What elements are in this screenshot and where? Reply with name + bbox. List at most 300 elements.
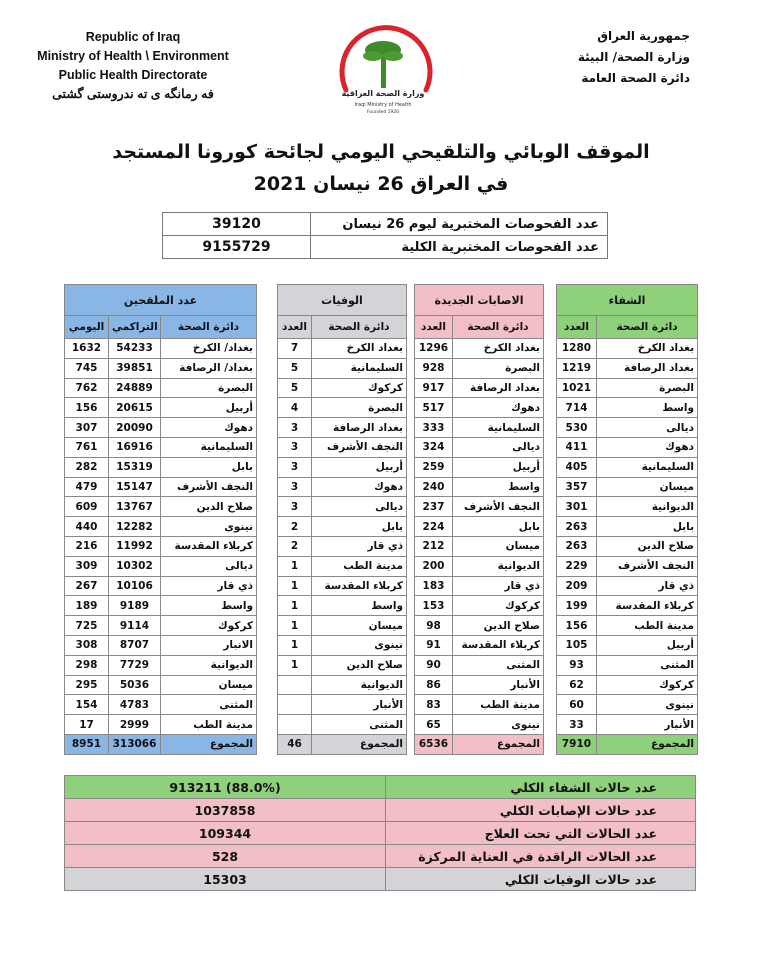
table-row <box>65 477 257 497</box>
daily-cell: 267 <box>65 576 109 596</box>
count-cell: 156 <box>557 616 597 636</box>
ministry-logo <box>326 12 442 122</box>
summary-label: عدد حالات الشفاء الكلي <box>386 776 696 799</box>
table-row <box>415 457 544 477</box>
table-row <box>65 655 257 675</box>
count-cell: 3 <box>278 477 312 497</box>
count-cell: 263 <box>557 517 597 537</box>
cumulative-cell: 5036 <box>109 675 161 695</box>
table-row <box>65 635 257 655</box>
count-cell: 200 <box>415 556 453 576</box>
directorate-cell: واسط <box>312 596 407 616</box>
directorate-cell: السليمانية <box>453 418 544 438</box>
count-cell: 83 <box>415 695 453 715</box>
table-row <box>415 655 544 675</box>
table-row <box>415 437 544 457</box>
count-cell: 5 <box>278 378 312 398</box>
count-cell: 2 <box>278 536 312 556</box>
directorate-cell: أربيل <box>453 457 544 477</box>
directorate-cell: المثنى <box>597 655 698 675</box>
col-directorate-header: دائرة الصحة <box>312 316 407 339</box>
count-cell: 98 <box>415 616 453 636</box>
directorate-cell: دهوك <box>597 437 698 457</box>
directorate-cell: المثنى <box>161 695 257 715</box>
table-row <box>415 616 544 636</box>
directorate-cell: ميسان <box>312 616 407 636</box>
total-tests-row <box>163 236 608 259</box>
directorate-cell: بابل <box>312 517 407 537</box>
table-row <box>278 675 407 695</box>
table-row <box>65 437 257 457</box>
daily-cell: 479 <box>65 477 109 497</box>
table-row <box>278 695 407 715</box>
daily-cell: 154 <box>65 695 109 715</box>
daily-cell: 298 <box>65 655 109 675</box>
count-cell: 33 <box>557 715 597 735</box>
total-tests-label: عدد الفحوصات المختبرية الكلية <box>311 236 608 259</box>
table-row <box>557 497 698 517</box>
count-cell: 199 <box>557 596 597 616</box>
directorate-cell: ميسان <box>161 675 257 695</box>
table-row <box>278 398 407 418</box>
directorate-cell: ذي قار <box>161 576 257 596</box>
recovered-title: الشفاء <box>557 285 698 316</box>
cumulative-cell: 8707 <box>109 635 161 655</box>
summary-label: عدد الحالات التي تحت العلاج <box>386 822 696 845</box>
palm-logo-icon <box>326 12 442 122</box>
table-row <box>278 517 407 537</box>
cumulative-cell: 20090 <box>109 418 161 438</box>
table-row <box>557 635 698 655</box>
table-row <box>415 675 544 695</box>
directorate-cell: بغداد الكرخ <box>597 339 698 359</box>
count-cell: 263 <box>557 536 597 556</box>
table-row <box>415 635 544 655</box>
table-row <box>65 398 257 418</box>
summary-value: 913211 (88.0%) <box>65 776 386 799</box>
deaths-title: الوفيات <box>278 285 407 316</box>
header-en-line: Public Health Directorate <box>58 68 208 82</box>
col-daily-header: اليومي <box>65 316 109 339</box>
directorate-cell: واسط <box>453 477 544 497</box>
directorate-cell: البصرة <box>161 378 257 398</box>
table-row <box>65 418 257 438</box>
recovered-total: 7910 <box>557 734 597 754</box>
summary-label: عدد الحالات الراقدة في العناية المركزة <box>386 845 696 868</box>
directorate-cell: مدينة الطب <box>312 556 407 576</box>
table-row <box>278 339 407 359</box>
table-row <box>278 477 407 497</box>
summary-value: 109344 <box>65 822 386 845</box>
count-cell: 237 <box>415 497 453 517</box>
directorate-cell: كربلاء المقدسة <box>453 635 544 655</box>
table-row <box>65 556 257 576</box>
directorate-cell: بغداد الرصافة <box>453 378 544 398</box>
count-cell <box>278 715 312 735</box>
col-directorate-header: دائرة الصحة <box>453 316 544 339</box>
header-en-line: Ministry of Health \ Environment <box>37 49 229 63</box>
logo-english-text: Iraqi Ministry of Health <box>354 102 412 108</box>
directorate-cell: صلاح الدين <box>453 616 544 636</box>
table-row <box>278 635 407 655</box>
table-row <box>65 339 257 359</box>
daily-cell: 761 <box>65 437 109 457</box>
lab-tests-table <box>162 212 608 259</box>
count-cell: 90 <box>415 655 453 675</box>
table-row <box>278 457 407 477</box>
summary-value: 528 <box>65 845 386 868</box>
count-cell <box>278 695 312 715</box>
logo-arabic-text: وزارة الصحة العراقية <box>341 89 425 98</box>
directorate-cell: ذي قار <box>453 576 544 596</box>
cumulative-cell: 15319 <box>109 457 161 477</box>
table-row <box>557 437 698 457</box>
table-row <box>278 556 407 576</box>
count-cell: 65 <box>415 715 453 735</box>
vaccinated-title: عدد الملقحين <box>65 285 257 316</box>
directorate-cell: نينوى <box>453 715 544 735</box>
count-cell: 212 <box>415 536 453 556</box>
table-row <box>65 576 257 596</box>
directorate-cell: بغداد الرصافة <box>597 358 698 378</box>
directorate-cell: مدينة الطب <box>161 715 257 735</box>
summary-value: 1037858 <box>65 799 386 822</box>
table-row <box>415 536 544 556</box>
table-row <box>415 378 544 398</box>
count-cell: 928 <box>415 358 453 378</box>
daily-cell: 17 <box>65 715 109 735</box>
count-cell: 1021 <box>557 378 597 398</box>
cumulative-cell: 54233 <box>109 339 161 359</box>
count-cell: 3 <box>278 497 312 517</box>
count-cell: 4 <box>278 398 312 418</box>
header-en-line: Republic of Iraq <box>85 30 181 44</box>
count-cell: 209 <box>557 576 597 596</box>
count-cell: 1 <box>278 616 312 636</box>
count-cell: 301 <box>557 497 597 517</box>
directorate-cell: بغداد الرصافة <box>312 418 407 438</box>
directorate-cell: الديوانية <box>312 675 407 695</box>
cumulative-cell: 11992 <box>109 536 161 556</box>
count-cell: 93 <box>557 655 597 675</box>
table-row <box>415 596 544 616</box>
count-cell: 1 <box>278 596 312 616</box>
summary-label: عدد حالات الإصابات الكلي <box>386 799 696 822</box>
directorate-cell: صلاح الدين <box>161 497 257 517</box>
new-cases-title: الاصابات الجديدة <box>415 285 544 316</box>
count-cell: 1296 <box>415 339 453 359</box>
directorate-cell: كركوك <box>597 675 698 695</box>
total-tests-value: 9155729 <box>163 236 311 259</box>
table-row <box>278 616 407 636</box>
directorate-cell: النجف الأشرف <box>597 556 698 576</box>
count-cell: 2 <box>278 517 312 537</box>
directorate-cell: بغداد/ الرصافة <box>161 358 257 378</box>
summary-row <box>65 868 696 891</box>
summary-table <box>64 775 696 891</box>
daily-cell: 156 <box>65 398 109 418</box>
directorate-cell: بغداد الكرخ <box>453 339 544 359</box>
table-row <box>415 497 544 517</box>
vaccinated-table <box>64 284 257 755</box>
directorate-cell: البصرة <box>312 398 407 418</box>
directorate-cell: دهوك <box>161 418 257 438</box>
cumulative-cell: 20615 <box>109 398 161 418</box>
count-cell: 1 <box>278 655 312 675</box>
cumulative-cell: 12282 <box>109 517 161 537</box>
directorate-cell: ديالى <box>161 556 257 576</box>
header-ar-line: جمهورية العراق <box>597 29 690 43</box>
table-row <box>557 457 698 477</box>
directorate-cell: السليمانية <box>161 437 257 457</box>
title-line-2: في العراق 26 نيسان 2021 <box>253 173 509 195</box>
logo-founded-text: Founded 1920 <box>366 110 400 115</box>
count-cell: 1219 <box>557 358 597 378</box>
report-title <box>60 136 702 200</box>
table-row <box>278 497 407 517</box>
directorate-cell: كركوك <box>312 378 407 398</box>
directorate-cell: كركوك <box>453 596 544 616</box>
new-cases-table <box>414 284 544 755</box>
col-cumulative-header: التراكمي <box>109 316 161 339</box>
deaths-total: 46 <box>278 734 312 754</box>
daily-cell: 609 <box>65 497 109 517</box>
count-cell: 917 <box>415 378 453 398</box>
directorate-cell: أربيل <box>161 398 257 418</box>
directorate-cell: النجف الأشرف <box>161 477 257 497</box>
count-cell <box>278 675 312 695</box>
table-row <box>415 358 544 378</box>
cumulative-cell: 24889 <box>109 378 161 398</box>
count-cell: 1 <box>278 635 312 655</box>
table-row <box>65 378 257 398</box>
count-cell: 1280 <box>557 339 597 359</box>
directorate-cell: ديالى <box>453 437 544 457</box>
daily-cell: 216 <box>65 536 109 556</box>
count-cell: 153 <box>415 596 453 616</box>
col-count-header: العدد <box>415 316 453 339</box>
directorate-cell: نينوى <box>597 695 698 715</box>
cumulative-cell: 2999 <box>109 715 161 735</box>
table-row <box>415 339 544 359</box>
directorate-cell: بابل <box>453 517 544 537</box>
count-cell: 5 <box>278 358 312 378</box>
cumulative-cell: 10302 <box>109 556 161 576</box>
summary-row <box>65 799 696 822</box>
directorate-cell: صلاح الدين <box>312 655 407 675</box>
table-row <box>557 655 698 675</box>
recovered-total-label: المجموع <box>597 734 698 754</box>
table-row <box>557 695 698 715</box>
table-row <box>415 695 544 715</box>
cumulative-cell: 9189 <box>109 596 161 616</box>
count-cell: 405 <box>557 457 597 477</box>
count-cell: 530 <box>557 418 597 438</box>
cumulative-cell: 10106 <box>109 576 161 596</box>
count-cell: 357 <box>557 477 597 497</box>
deaths-table <box>277 284 407 755</box>
table-row <box>65 497 257 517</box>
directorate-cell: الأنبار <box>597 715 698 735</box>
daily-tests-value: 39120 <box>163 213 311 236</box>
directorate-cell: أربيل <box>312 457 407 477</box>
count-cell: 3 <box>278 437 312 457</box>
table-row <box>415 517 544 537</box>
count-cell: 517 <box>415 398 453 418</box>
count-cell: 240 <box>415 477 453 497</box>
directorate-cell: السليمانية <box>597 457 698 477</box>
table-row <box>278 358 407 378</box>
header-en-line: فه رمانگه ى ته ندروستى گشتى <box>52 87 214 101</box>
directorate-cell: السليمانية <box>312 358 407 378</box>
table-row <box>557 675 698 695</box>
daily-cell: 1632 <box>65 339 109 359</box>
count-cell: 183 <box>415 576 453 596</box>
table-row <box>65 358 257 378</box>
summary-row <box>65 776 696 799</box>
directorate-cell: أربيل <box>597 635 698 655</box>
col-count-header: العدد <box>278 316 312 339</box>
directorate-cell: النجف الأشرف <box>453 497 544 517</box>
table-row <box>415 576 544 596</box>
directorate-cell: بغداد الكرخ <box>312 339 407 359</box>
count-cell: 1 <box>278 576 312 596</box>
table-row <box>557 378 698 398</box>
table-row <box>557 616 698 636</box>
table-row <box>65 675 257 695</box>
directorate-cell: الانبار <box>161 635 257 655</box>
directorate-cell: نينوى <box>312 635 407 655</box>
daily-cell: 745 <box>65 358 109 378</box>
count-cell: 714 <box>557 398 597 418</box>
directorate-cell: الديوانية <box>597 497 698 517</box>
count-cell: 324 <box>415 437 453 457</box>
vaccinated-total-daily: 8951 <box>65 734 109 754</box>
new-cases-total-label: المجموع <box>453 734 544 754</box>
daily-cell: 762 <box>65 378 109 398</box>
summary-row <box>65 822 696 845</box>
title-line-1: الموقف الوبائي والتلقيحي اليومي لجائحة كورونا المستجد <box>112 141 650 163</box>
table-row <box>557 576 698 596</box>
directorate-cell: ديالى <box>312 497 407 517</box>
directorate-cell: البصرة <box>453 358 544 378</box>
directorate-cell: الديوانية <box>161 655 257 675</box>
header-arabic <box>490 26 690 89</box>
col-directorate-header: دائرة الصحة <box>161 316 257 339</box>
daily-cell: 189 <box>65 596 109 616</box>
count-cell: 224 <box>415 517 453 537</box>
table-row <box>278 437 407 457</box>
daily-cell: 440 <box>65 517 109 537</box>
count-cell: 259 <box>415 457 453 477</box>
cumulative-cell: 9114 <box>109 616 161 636</box>
directorate-cell: الأنبار <box>312 695 407 715</box>
directorate-cell: المثنى <box>453 655 544 675</box>
table-row <box>415 398 544 418</box>
table-row <box>557 339 698 359</box>
table-row <box>557 517 698 537</box>
table-row <box>415 556 544 576</box>
count-cell: 229 <box>557 556 597 576</box>
directorate-cell: بغداد/ الكرخ <box>161 339 257 359</box>
count-cell: 62 <box>557 675 597 695</box>
new-cases-total: 6536 <box>415 734 453 754</box>
table-row <box>278 536 407 556</box>
table-row <box>557 715 698 735</box>
table-row <box>278 655 407 675</box>
table-row <box>278 418 407 438</box>
table-row <box>557 556 698 576</box>
directorate-cell: ميسان <box>597 477 698 497</box>
directorate-cell: كربلاء المقدسة <box>161 536 257 556</box>
deaths-total-label: المجموع <box>312 734 407 754</box>
cumulative-cell: 16916 <box>109 437 161 457</box>
directorate-cell: نينوى <box>161 517 257 537</box>
table-row <box>65 596 257 616</box>
directorate-cell: الديوانية <box>453 556 544 576</box>
table-row <box>65 616 257 636</box>
header-ar-line: دائرة الصحة العامة <box>581 71 690 85</box>
directorate-cell: النجف الأشرف <box>312 437 407 457</box>
directorate-cell: واسط <box>161 596 257 616</box>
daily-cell: 282 <box>65 457 109 477</box>
daily-cell: 309 <box>65 556 109 576</box>
count-cell: 3 <box>278 457 312 477</box>
directorate-cell: دهوك <box>453 398 544 418</box>
directorate-cell: دهوك <box>312 477 407 497</box>
daily-cell: 295 <box>65 675 109 695</box>
cumulative-cell: 7729 <box>109 655 161 675</box>
directorate-cell: ديالى <box>597 418 698 438</box>
recovered-table <box>556 284 698 755</box>
directorate-cell: كربلاء المقدسة <box>312 576 407 596</box>
vaccinated-total-cumulative: 313066 <box>109 734 161 754</box>
daily-cell: 307 <box>65 418 109 438</box>
table-row <box>557 536 698 556</box>
summary-value: 15303 <box>65 868 386 891</box>
directorate-cell: صلاح الدين <box>597 536 698 556</box>
directorate-cell: مدينة الطب <box>597 616 698 636</box>
count-cell: 86 <box>415 675 453 695</box>
col-count-header: العدد <box>557 316 597 339</box>
directorate-cell: ذي قار <box>312 536 407 556</box>
header-english <box>28 28 238 104</box>
directorate-cell: واسط <box>597 398 698 418</box>
directorate-cell: البصرة <box>597 378 698 398</box>
cumulative-cell: 39851 <box>109 358 161 378</box>
count-cell: 3 <box>278 418 312 438</box>
directorate-cell: ذي قار <box>597 576 698 596</box>
count-cell: 333 <box>415 418 453 438</box>
table-row <box>278 596 407 616</box>
daily-tests-row <box>163 213 608 236</box>
table-row <box>278 715 407 735</box>
daily-cell: 725 <box>65 616 109 636</box>
col-directorate-header: دائرة الصحة <box>597 316 698 339</box>
cumulative-cell: 13767 <box>109 497 161 517</box>
table-row <box>65 695 257 715</box>
vaccinated-total-label: المجموع <box>161 734 257 754</box>
cumulative-cell: 15147 <box>109 477 161 497</box>
table-row <box>65 536 257 556</box>
directorate-cell: ميسان <box>453 536 544 556</box>
header-ar-line: وزارة الصحة/ البيئة <box>577 50 690 64</box>
count-cell: 60 <box>557 695 597 715</box>
directorate-cell: بابل <box>597 517 698 537</box>
cumulative-cell: 4783 <box>109 695 161 715</box>
table-row <box>415 715 544 735</box>
directorate-cell: الأنبار <box>453 675 544 695</box>
